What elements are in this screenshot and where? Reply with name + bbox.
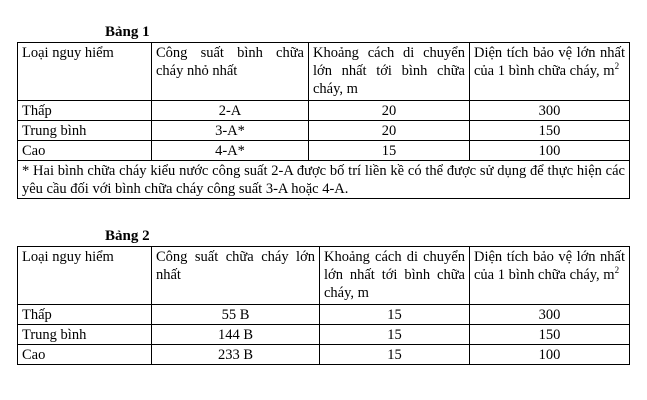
table1-row3-hazard: Cao bbox=[18, 141, 152, 161]
table1-row3-capacity: 4-A* bbox=[152, 141, 309, 161]
table1-header-area-sup: 2 bbox=[614, 61, 620, 71]
table-row bbox=[18, 325, 630, 345]
table1-row2-capacity: 3-A* bbox=[152, 121, 309, 141]
table2-row3-area: 100 bbox=[470, 345, 630, 365]
table1-caption: Bảng 1 bbox=[105, 24, 150, 40]
table1-header-area bbox=[470, 43, 630, 101]
table2-row1-capacity: 55 B bbox=[152, 305, 320, 325]
table1-footnote: * Hai bình chữa cháy kiểu nước công suất 2-A được bố trí liền kề có thể được sử dụng để thực hiện các yêu cầu đối với bình chữa cháy công suất 3-A hoặc 4-A. bbox=[18, 161, 630, 199]
table2-row2-hazard: Trung bình bbox=[18, 325, 152, 345]
table2-row2-distance: 15 bbox=[320, 325, 470, 345]
table1-row1-hazard: Thấp bbox=[18, 101, 152, 121]
table1-row1-area: 300 bbox=[470, 101, 630, 121]
table2 bbox=[17, 246, 630, 365]
table2-row1-area: 300 bbox=[470, 305, 630, 325]
table1-header-capacity: Công suất bình chữa cháy nhỏ nhất bbox=[152, 43, 309, 101]
table1-header-row bbox=[18, 43, 630, 101]
table2-header-area-sup: 2 bbox=[614, 265, 620, 275]
table1-row2-area: 150 bbox=[470, 121, 630, 141]
table2-header-distance: Khoảng cách di chuyển lớn nhất tới bình chữa cháy, m bbox=[320, 247, 470, 305]
table2-row2-capacity: 144 B bbox=[152, 325, 320, 345]
table2-row3-capacity: 233 B bbox=[152, 345, 320, 365]
table2-header-area-text: Diện tích bảo vệ lớn nhất của 1 bình chữa cháy, m bbox=[474, 249, 625, 283]
table-row bbox=[18, 345, 630, 365]
table-row bbox=[18, 101, 630, 121]
table1-row1-distance: 20 bbox=[309, 101, 470, 121]
table1 bbox=[17, 42, 630, 199]
table1-note-row bbox=[18, 161, 630, 199]
table2-header-area bbox=[470, 247, 630, 305]
table1-row1-capacity: 2-A bbox=[152, 101, 309, 121]
table1-row3-distance: 15 bbox=[309, 141, 470, 161]
table1-row2-distance: 20 bbox=[309, 121, 470, 141]
table2-row3-distance: 15 bbox=[320, 345, 470, 365]
table-row bbox=[18, 141, 630, 161]
table2-row2-area: 150 bbox=[470, 325, 630, 345]
table2-header-row bbox=[18, 247, 630, 305]
table2-row1-hazard: Thấp bbox=[18, 305, 152, 325]
table1-header-distance: Khoảng cách di chuyển lớn nhất tới bình chữa cháy, m bbox=[309, 43, 470, 101]
table2-caption: Bảng 2 bbox=[105, 228, 150, 244]
table1-header-area-text: Diện tích bảo vệ lớn nhất của 1 bình chữa cháy, m bbox=[474, 45, 625, 79]
table2-header-capacity: Công suất chữa cháy lớn nhất bbox=[152, 247, 320, 305]
table-row bbox=[18, 305, 630, 325]
table1-row3-area: 100 bbox=[470, 141, 630, 161]
table2-row1-distance: 15 bbox=[320, 305, 470, 325]
table2-row3-hazard: Cao bbox=[18, 345, 152, 365]
table1-header-hazard: Loại nguy hiểm bbox=[18, 43, 152, 101]
table2-header-hazard: Loại nguy hiểm bbox=[18, 247, 152, 305]
table1-row2-hazard: Trung bình bbox=[18, 121, 152, 141]
table-row bbox=[18, 121, 630, 141]
